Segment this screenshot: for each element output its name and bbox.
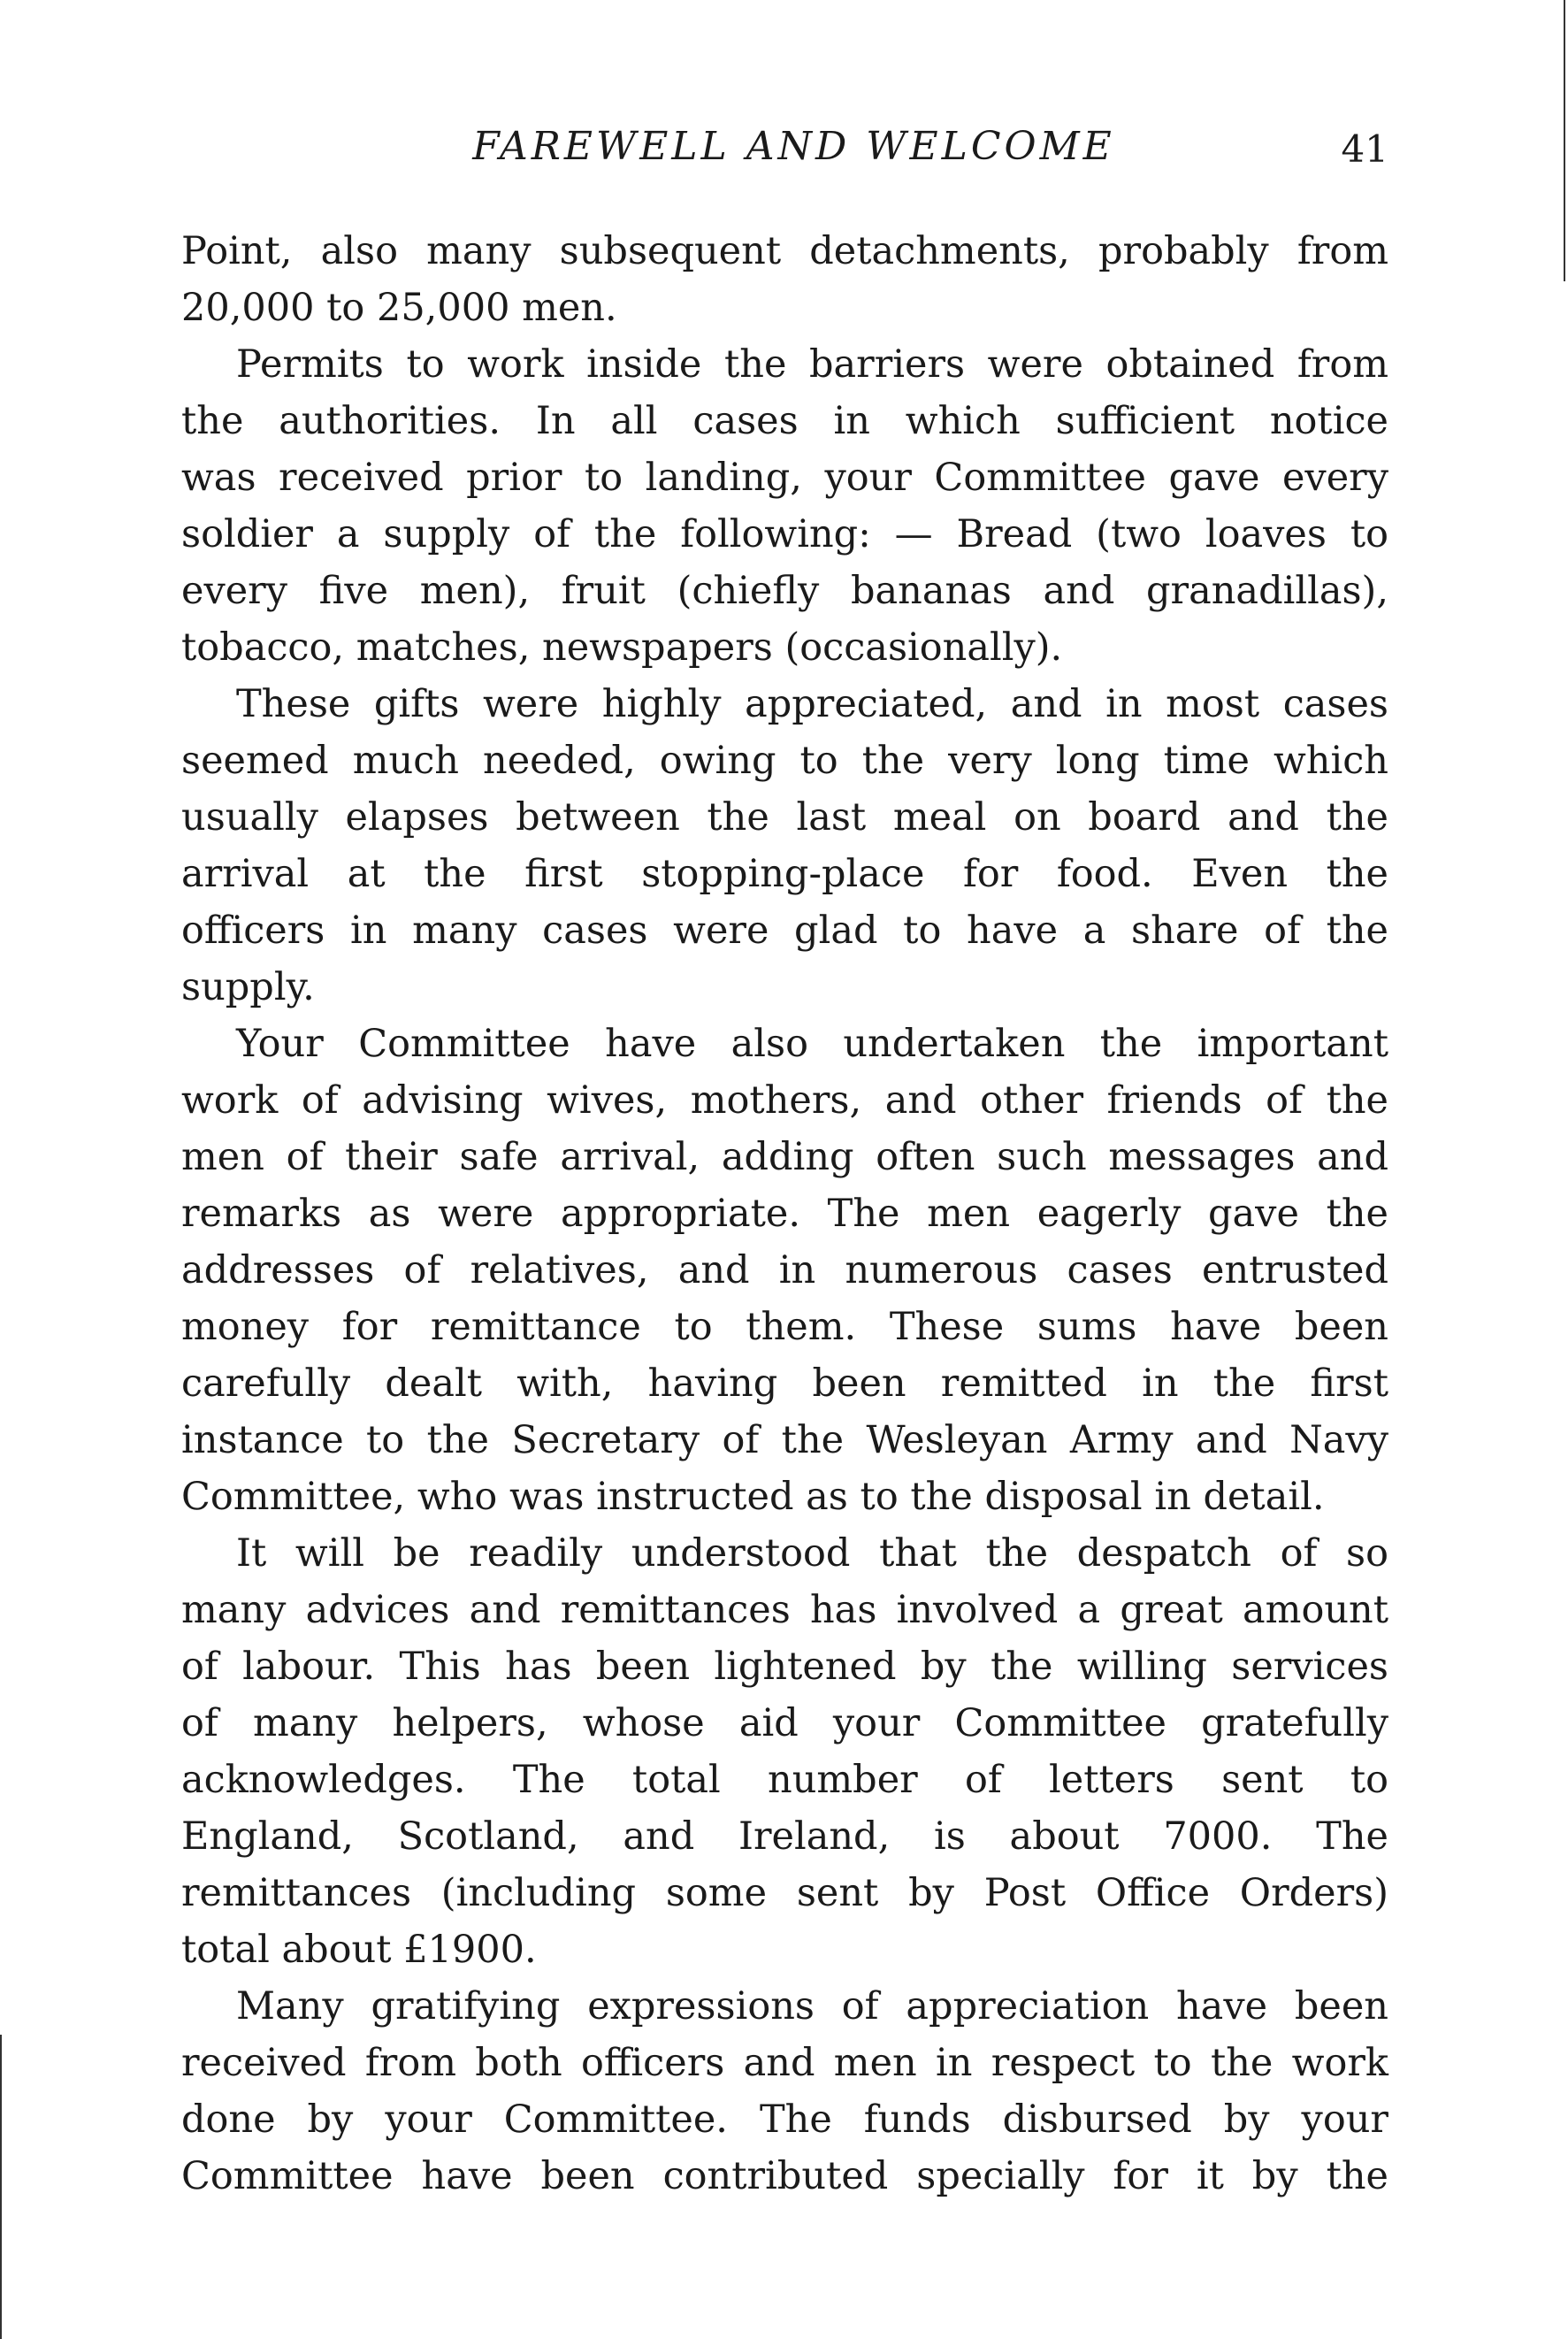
- text-line: Point, also many subsequent detachments, probably from: [181, 229, 1388, 273]
- text-line: many advices and remittances has involved a great amount: [181, 1588, 1388, 1632]
- text-line: instance to the Secretary of the Wesleyan Army and Navy: [181, 1418, 1388, 1462]
- paragraph: [181, 676, 1388, 1016]
- text-line: work of advising wives, mothers, and other friends of the: [181, 1078, 1388, 1123]
- text-line: England, Scotland, and Ireland, is about 7000. The: [181, 1814, 1388, 1859]
- text-line: Committee, who was instructed as to the disposal in detail.: [181, 1475, 1325, 1519]
- scan-edge-mark-top-right: [1564, 0, 1565, 281]
- text-line: acknowledges. The total number of letters sent to: [181, 1758, 1388, 1802]
- text-line: soldier a supply of the following: — Bread (two loaves to: [181, 512, 1388, 556]
- paragraph: [181, 1016, 1388, 1525]
- text-line: supply.: [181, 965, 315, 1009]
- text-line: Permits to work inside the barriers were obtained from: [236, 342, 1388, 387]
- body-text: [181, 223, 1388, 2205]
- text-line: addresses of relatives, and in numerous cases entrusted: [181, 1248, 1388, 1292]
- text-line: Your Committee have also undertaken the important: [236, 1022, 1388, 1066]
- text-line: done by your Committee. The funds disbursed by your: [181, 2097, 1388, 2142]
- paragraph: [181, 336, 1388, 676]
- running-title: FAREWELL AND WELCOME: [472, 124, 1115, 169]
- text-line: Committee have been contributed specially for it by the: [181, 2154, 1388, 2198]
- text-line: of labour. This has been lightened by the willing services: [181, 1645, 1388, 1689]
- text-line: every five men), fruit (chiefly bananas and granadillas),: [181, 569, 1388, 613]
- text-line: usually elapses between the last meal on board and the: [181, 795, 1388, 840]
- text-line: carefully dealt with, having been remitted in the first: [181, 1361, 1388, 1406]
- text-line: was received prior to landing, your Committee gave every: [181, 456, 1388, 500]
- text-line: arrival at the first stopping-place for food. Even the: [181, 852, 1388, 896]
- text-line: Many gratifying expressions of appreciation have been: [236, 1984, 1388, 2028]
- text-line: officers in many cases were glad to have a share of the: [181, 909, 1388, 953]
- text-line: 20,000 to 25,000 men.: [181, 286, 617, 330]
- text-line: remittances (including some sent by Post Office Orders): [181, 1871, 1388, 1915]
- text-line: remarks as were appropriate. The men eagerly gave the: [181, 1192, 1388, 1236]
- scan-edge-mark-bottom-left: [0, 2035, 2, 2339]
- text-line: money for remittance to them. These sums have been: [181, 1305, 1388, 1349]
- text-line: It will be readily understood that the despatch of so: [236, 1531, 1388, 1576]
- paragraph: [181, 223, 1388, 336]
- page-number: 41: [1341, 127, 1388, 171]
- text-line: received from both officers and men in respect to the work: [181, 2041, 1388, 2085]
- text-line: men of their safe arrival, adding often such messages and: [181, 1135, 1388, 1179]
- text-line: the authorities. In all cases in which sufficient notice: [181, 399, 1388, 443]
- running-head: [181, 124, 1388, 186]
- text-line: total about £1900.: [181, 1928, 537, 1972]
- text-line: of many helpers, whose aid your Committee gratefully: [181, 1701, 1388, 1745]
- text-line: tobacco, matches, newspapers (occasionally).: [181, 625, 1063, 670]
- text-line: seemed much needed, owing to the very long time which: [181, 739, 1388, 783]
- paragraph: [181, 1978, 1388, 2205]
- text-line: These gifts were highly appreciated, and in most cases: [236, 682, 1388, 726]
- paragraph: [181, 1525, 1388, 1978]
